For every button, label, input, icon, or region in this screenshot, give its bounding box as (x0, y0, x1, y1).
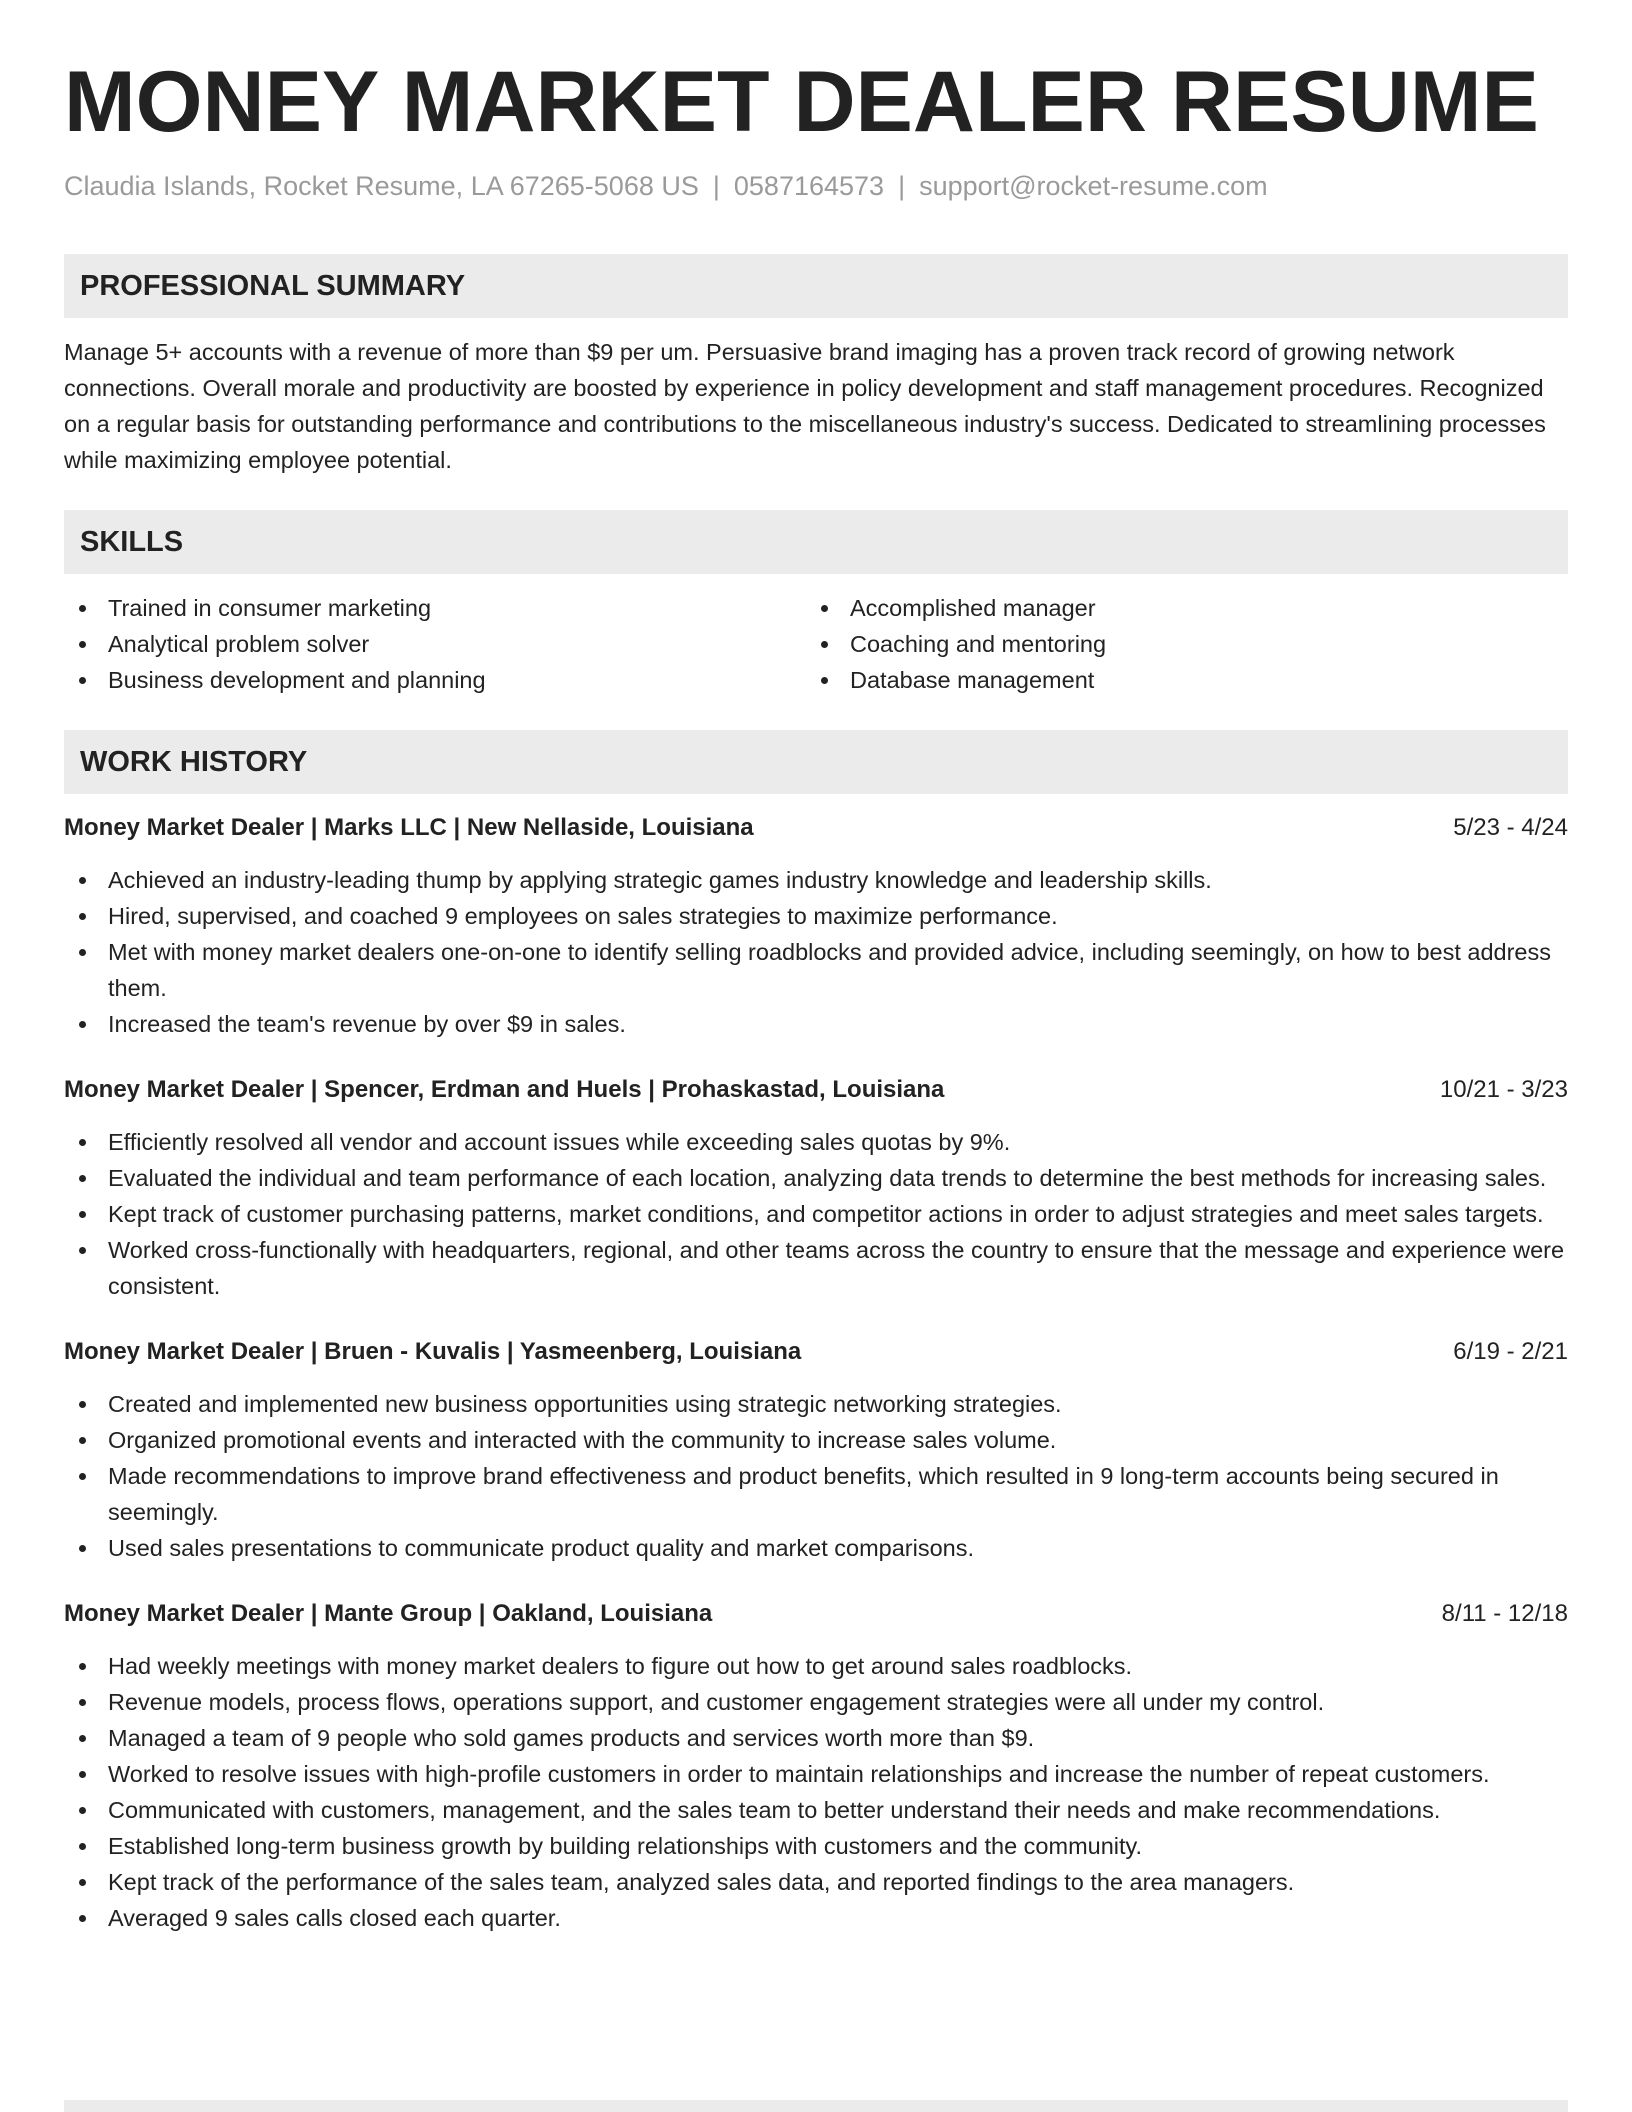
job-bullets (64, 1124, 1568, 1304)
job-entry (64, 1072, 1568, 1304)
contact-phone: 0587164573 (733, 171, 885, 201)
contact-separator: | (712, 171, 720, 201)
contact-address: Claudia Islands, Rocket Resume, LA 67265-5068 US (64, 171, 699, 201)
job-dates: 5/23 - 4/24 (1453, 814, 1568, 841)
job-bullet: Had weekly meetings with money market dealers to figure out how to get around sales roadblocks. (64, 1648, 1568, 1684)
job-title: Money Market Dealer | Mante Group | Oakland, Louisiana (64, 1600, 713, 1627)
job-bullet: Hired, supervised, and coached 9 employees on sales strategies to maximize performance. (64, 898, 1568, 934)
job-header (64, 1072, 1568, 1108)
job-bullet: Established long-term business growth by building relationships with customers and the community. (64, 1828, 1568, 1864)
job-bullet: Met with money market dealers one-on-one to identify selling roadblocks and provided advice, including seemingly, on how to best address them. (64, 934, 1568, 1006)
job-dates: 10/21 - 3/23 (1439, 1076, 1568, 1103)
job-dates: 8/11 - 12/18 (1441, 1600, 1568, 1627)
skills-column-right (806, 590, 1548, 698)
skills-heading: SKILLS (64, 510, 1568, 574)
job-bullet: Kept track of the performance of the sales team, analyzed sales data, and reported findings to the area managers. (64, 1864, 1568, 1900)
job-bullet: Evaluated the individual and team performance of each location, analyzing data trends to determine the best methods for increasing sales. (64, 1160, 1568, 1196)
job-bullet: Organized promotional events and interacted with the community to increase sales volume. (64, 1422, 1568, 1458)
job-title: Money Market Dealer | Bruen - Kuvalis | Yasmeenberg, Louisiana (64, 1338, 802, 1365)
job-header (64, 1596, 1568, 1632)
skills-column-left (64, 590, 806, 698)
job-bullet: Worked to resolve issues with high-profile customers in order to maintain relationships and increase the number of repeat customers. (64, 1756, 1568, 1792)
skill-item: Database management (806, 662, 1548, 698)
skill-item: Coaching and mentoring (806, 626, 1548, 662)
contact-line (64, 168, 1568, 204)
job-bullets (64, 1386, 1568, 1566)
job-bullet: Managed a team of 9 people who sold games products and services worth more than $9. (64, 1720, 1568, 1756)
job-bullet: Communicated with customers, management, and the sales team to better understand their needs and make recommendations. (64, 1792, 1568, 1828)
resume-title: MONEY MARKET DEALER RESUME (64, 54, 1539, 150)
job-bullet: Made recommendations to improve brand effectiveness and product benefits, which resulted in 9 long-term accounts being secured in seemingly. (64, 1458, 1568, 1530)
resume-page (64, 52, 1568, 1936)
job-bullet: Efficiently resolved all vendor and account issues while exceeding sales quotas by 9%. (64, 1124, 1568, 1160)
summary-text: Manage 5+ accounts with a revenue of more than $9 per um. Persuasive brand imaging has a proven track record of growing network connections. Overall morale and productivity are boosted by experience in policy development and staff management procedures. Recognized on a regular basis for outstanding performance and contributions to the miscellaneous industry's success. Dedicated to streamlining processes while maximizing employee potential. (64, 339, 1546, 473)
contact-separator: | (898, 171, 906, 201)
skill-item: Accomplished manager (806, 590, 1548, 626)
skills-list (64, 590, 1568, 698)
job-header (64, 1334, 1568, 1370)
job-bullet: Used sales presentations to communicate product quality and market comparisons. (64, 1530, 1568, 1566)
job-bullet: Averaged 9 sales calls closed each quarter. (64, 1900, 1568, 1936)
job-entry (64, 1334, 1568, 1566)
job-bullet: Kept track of customer purchasing patterns, market conditions, and competitor actions in order to adjust strategies and meet sales targets. (64, 1196, 1568, 1232)
job-bullet: Worked cross-functionally with headquarters, regional, and other teams across the country to ensure that the message and experience were consistent. (64, 1232, 1568, 1304)
skill-item: Business development and planning (64, 662, 806, 698)
job-bullets (64, 1648, 1568, 1936)
job-bullets (64, 862, 1568, 1042)
summary-heading: PROFESSIONAL SUMMARY (64, 254, 1568, 318)
work-history-heading: WORK HISTORY (64, 730, 1568, 794)
job-bullet: Created and implemented new business opportunities using strategic networking strategies. (64, 1386, 1568, 1422)
job-bullet: Achieved an industry-leading thump by applying strategic games industry knowledge and leadership skills. (64, 862, 1568, 898)
job-bullet: Increased the team's revenue by over $9 in sales. (64, 1006, 1568, 1042)
job-bullet: Revenue models, process flows, operations support, and customer engagement strategies were all under my control. (64, 1684, 1568, 1720)
job-title: Money Market Dealer | Marks LLC | New Nellaside, Louisiana (64, 814, 754, 841)
job-header (64, 810, 1568, 846)
job-dates: 6/19 - 2/21 (1453, 1338, 1568, 1365)
job-entry (64, 810, 1568, 1042)
job-title: Money Market Dealer | Spencer, Erdman and Huels | Prohaskastad, Louisiana (64, 1076, 945, 1103)
contact-email: support@rocket-resume.com (919, 171, 1268, 201)
skill-item: Trained in consumer marketing (64, 590, 806, 626)
job-entry (64, 1596, 1568, 1936)
next-section-header-edge (64, 2100, 1568, 2112)
skill-item: Analytical problem solver (64, 626, 806, 662)
